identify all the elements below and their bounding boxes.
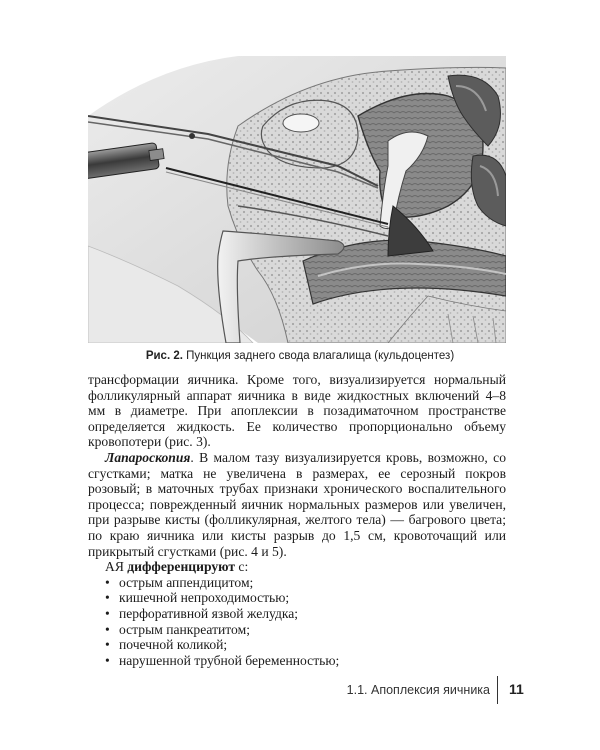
- body-text: [88, 372, 506, 668]
- list-item: • острым аппендицитом;: [105, 575, 506, 591]
- running-title: 1.1. Апоплексия яичника: [346, 683, 490, 697]
- laparoscopy-text: . В малом тазу визуализируется кровь, возможно, со сгустками; матка не увеличена в размерах, ее серозный покров розовый; в маточных трубах признаки хронического воспалительного процесса; поврежденный яичник нормальных размеров или увеличен, при разрыве кисты (фолликулярная, желтого тела) — багрового цвета; по краю яичника или кисты разрыв до 1,5 см, кровоточащий или прикрытый сгустками (рис. 4 и 5).: [88, 449, 506, 559]
- differential-term: дифференцируют: [127, 559, 236, 575]
- differential-prefix: АЯ: [105, 559, 128, 575]
- list-item: • острым панкреатитом;: [105, 622, 506, 638]
- list-item: • почечной коликой;: [105, 637, 506, 653]
- culdocentesis-illustration: [88, 56, 506, 343]
- footer-divider: [497, 676, 498, 704]
- figure-caption-label: Рис. 2.: [145, 350, 183, 362]
- differential-suffix: с:: [235, 559, 249, 575]
- paragraph-differential: [88, 559, 506, 575]
- page-number: 11: [509, 681, 524, 697]
- paragraph-laparoscopy: [88, 450, 506, 559]
- paragraph-ovary-transformation: трансформации яичника. Кроме того, визуализируется нормальный фолликулярный аппарат яичника в виде жидкостных включений 4–8 мм в диаметре. При апоплексии в позадиматочном пространстве определяется жидкость. Ее количество пропорционально объему кровопотери (рис. 3).: [88, 372, 506, 450]
- list-item: • нарушенной трубной беременностью;: [105, 653, 506, 669]
- list-item: • кишечной непроходимостью;: [105, 590, 506, 606]
- differential-list: [88, 575, 506, 669]
- figure-caption: [40, 350, 560, 362]
- term-laparoscopy: Лапароскопия: [105, 449, 191, 465]
- list-item: • перфоративной язвой желудка;: [105, 606, 506, 622]
- figure-caption-text: Пункция заднего свода влагалища (кульдоцентез): [186, 350, 455, 362]
